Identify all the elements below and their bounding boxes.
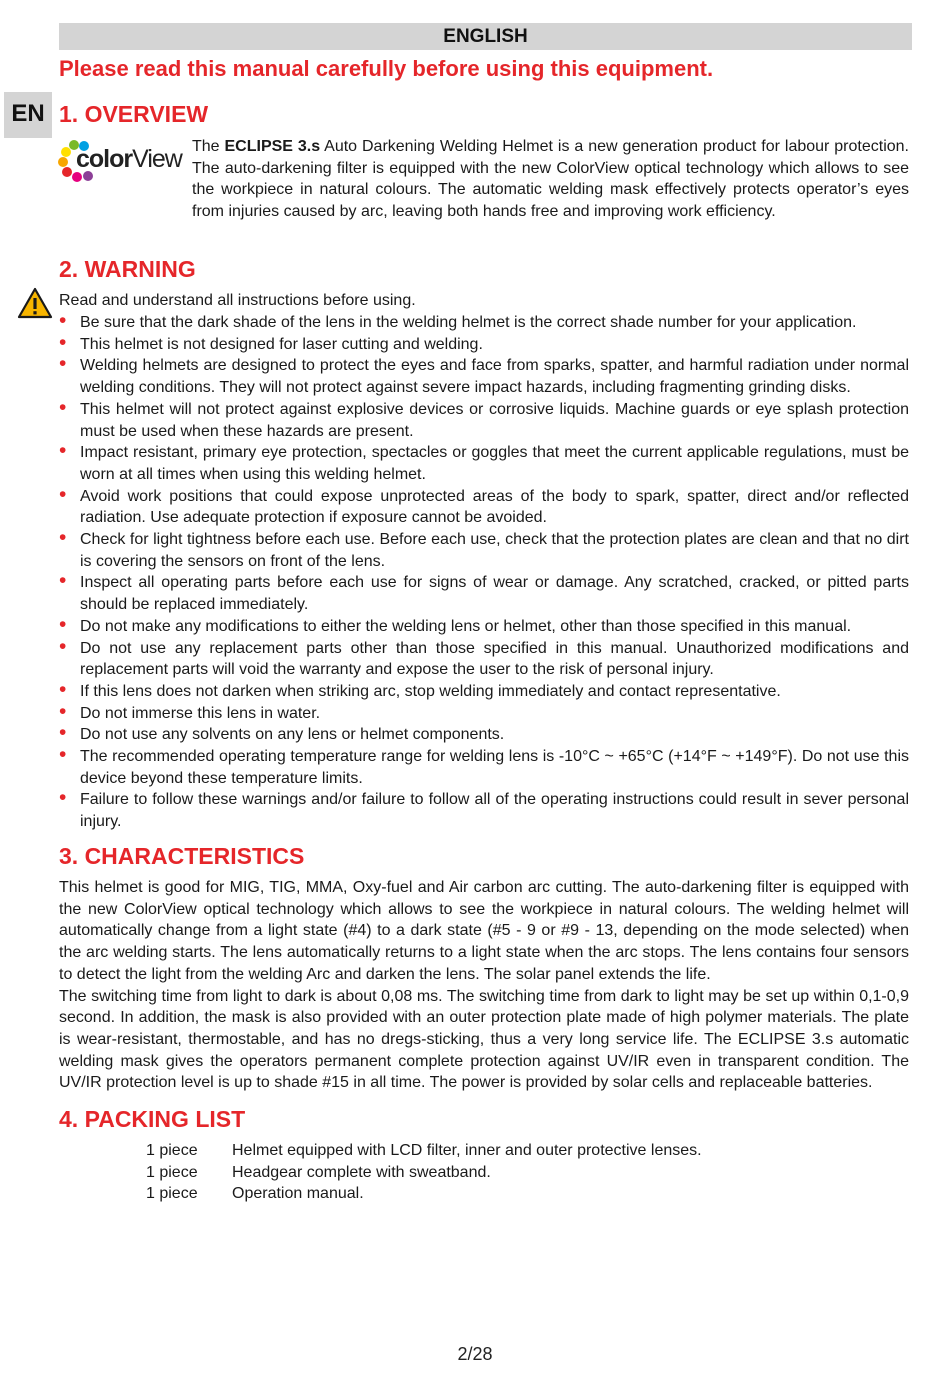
product-name: ECLIPSE 3.s (224, 138, 321, 155)
list-item: • Impact resistant, primary eye protection, spectacles or goggles that meet the current applicable regulations, must be worn at all times when using this welding helmet. (59, 439, 909, 483)
bullet: • (59, 482, 67, 506)
overview-paragraph: The ECLIPSE 3.s Auto Darkening Welding Helmet is a new generation product for labour protection. The auto-darkening filter is equipped with the new ColorView optical technology which allows to see the workpiece in natural colours. The automatic welding mask effectively protects operator’s eyes from injuries caused by arc, leaving both hands free and improving work efficiency. (192, 138, 909, 221)
list-item: • Check for light tightness before each use. Before each use, check that the protection plates are clean and that no dirt is covering the sensors on front of the lens. (59, 526, 909, 570)
packing-qty: 1 piece (146, 1163, 198, 1181)
list-item: • This helmet is not designed for laser cutting and welding. (59, 330, 483, 354)
bullet: • (59, 612, 67, 636)
warning-heading: 2. WARNING (59, 256, 196, 282)
list-item: • Welding helmets are designed to protect the eyes and face from sparks, spatter, and harmful radiation under normal welding conditions. They will not protect against severe impact hazards, including fragmenting grinding disks. (59, 352, 909, 397)
packing-desc: Operation manual. (232, 1185, 364, 1203)
characteristics-text (59, 877, 909, 1094)
packing-item (146, 1140, 702, 1162)
bullet: • (59, 677, 67, 701)
packing-heading: 4. PACKING LIST (59, 1106, 246, 1132)
characteristics-paragraph: The switching time from light to dark is about 0,08 ms. The switching time from dark to light may be set up within 0,1-0,9 second. In addition, the mask is also provided with an outer protection plate made of high polymer materials. The plate is wear-resistant, thermostable, and has no dregs-sticking, thus a very long service life. The ECLIPSE 3.s automatic welding mask gives the operators permanent complete protection against UV/IR even in transparent condition. The UV/IR protection level is up to shade #15 in all time. The power is provided by solar cells and replaceable batteries. (59, 987, 909, 1092)
bullet: • (59, 569, 67, 593)
packing-item (146, 1183, 702, 1205)
language-header-bar: ENGLISH (59, 23, 912, 50)
characteristics-paragraph: This helmet is good for MIG, TIG, MMA, Oxy-fuel and Air carbon arc cutting. The auto-darkening filter is equipped with the new ColorView optical technology which allows to see the workpiece in natural colours. The welding helmet will automatically change from a light state (#4) to a dark state (#5 - 9 or #9 - 13, depending on the mode selected) when the arc welding starts. The lens automatically returns to a light state when the arc stops. The lens contains four sensors to detect the light from the welding Arc and darken the lens. The solar panel extends the life. (59, 879, 909, 983)
bullet: • (59, 699, 67, 723)
bullet: • (59, 721, 67, 745)
warning-triangle-icon (17, 287, 53, 319)
bullet: • (59, 786, 67, 810)
list-item: • Be sure that the dark shade of the lens in the welding helmet is the correct shade number for your application. (59, 309, 857, 332)
bullet: • (59, 352, 67, 376)
warning-intro: Read and understand all instructions before using. (59, 292, 416, 309)
list-item: • This helmet will not protect against explosive devices or corrosive liquids. Machine guards or eye splash protection must be used when these hazards are present. (59, 395, 909, 440)
bullet: • (59, 330, 67, 354)
warning-list (59, 309, 909, 833)
bullet: • (59, 439, 67, 463)
bullet: • (59, 743, 67, 767)
list-item: • Failure to follow these warnings and/or failure to follow all of the operating instructions could result in sever personal injury. (59, 786, 909, 831)
list-item: • Inspect all operating parts before each use for signs of wear or damage. Any scratched, cracked, or pitted parts should be replaced immediately. (59, 569, 909, 614)
packing-desc: Helmet equipped with LCD filter, inner and outer protective lenses. (232, 1142, 702, 1159)
colorview-logo (58, 137, 183, 185)
list-item: • If this lens does not darken when striking arc, stop welding immediately and contact representative. (59, 677, 781, 701)
list-item: • Do not use any replacement parts other than those specified in this manual. Unauthorized modifications and replacement parts will void the warranty and expose the user to the risk of personal injury. (59, 634, 909, 679)
intro-notice: Please read this manual carefully before using this equipment. (59, 56, 714, 81)
list-item: • Do not use any solvents on any lens or helmet components. (59, 721, 505, 745)
characteristics-heading: 3. CHARACTERISTICS (59, 843, 305, 869)
bullet: • (59, 395, 67, 419)
packing-item (146, 1162, 702, 1184)
list-item: • The recommended operating temperature range for welding lens is -10°C ~ +65°C (+14°F ~ +149°F). Do not use this device beyond these temperature limits. (59, 743, 909, 787)
bullet: • (59, 526, 67, 550)
bullet: • (59, 309, 67, 332)
list-item: • Do not make any modifications to either the welding lens or helmet, other than those specified in this manual. (59, 612, 852, 636)
list-item: • Avoid work positions that could expose unprotected areas of the body to spark, spatter, direct and/or reflected radiation. Use adequate protection if exposure cannot be avoided. (59, 482, 909, 527)
overview-heading: 1. OVERVIEW (59, 101, 209, 127)
bullet: • (59, 634, 67, 658)
packing-desc: Headgear complete with sweatband. (232, 1163, 491, 1181)
list-item: • Do not immerse this lens in water. (59, 699, 321, 723)
language-tab: EN (4, 92, 52, 138)
colorview-logo-wordmark: colorView (76, 145, 182, 173)
page-number: 2/28 (457, 1344, 493, 1364)
packing-qty: 1 piece (146, 1185, 198, 1203)
packing-list (146, 1140, 702, 1205)
packing-qty: 1 piece (146, 1142, 198, 1159)
